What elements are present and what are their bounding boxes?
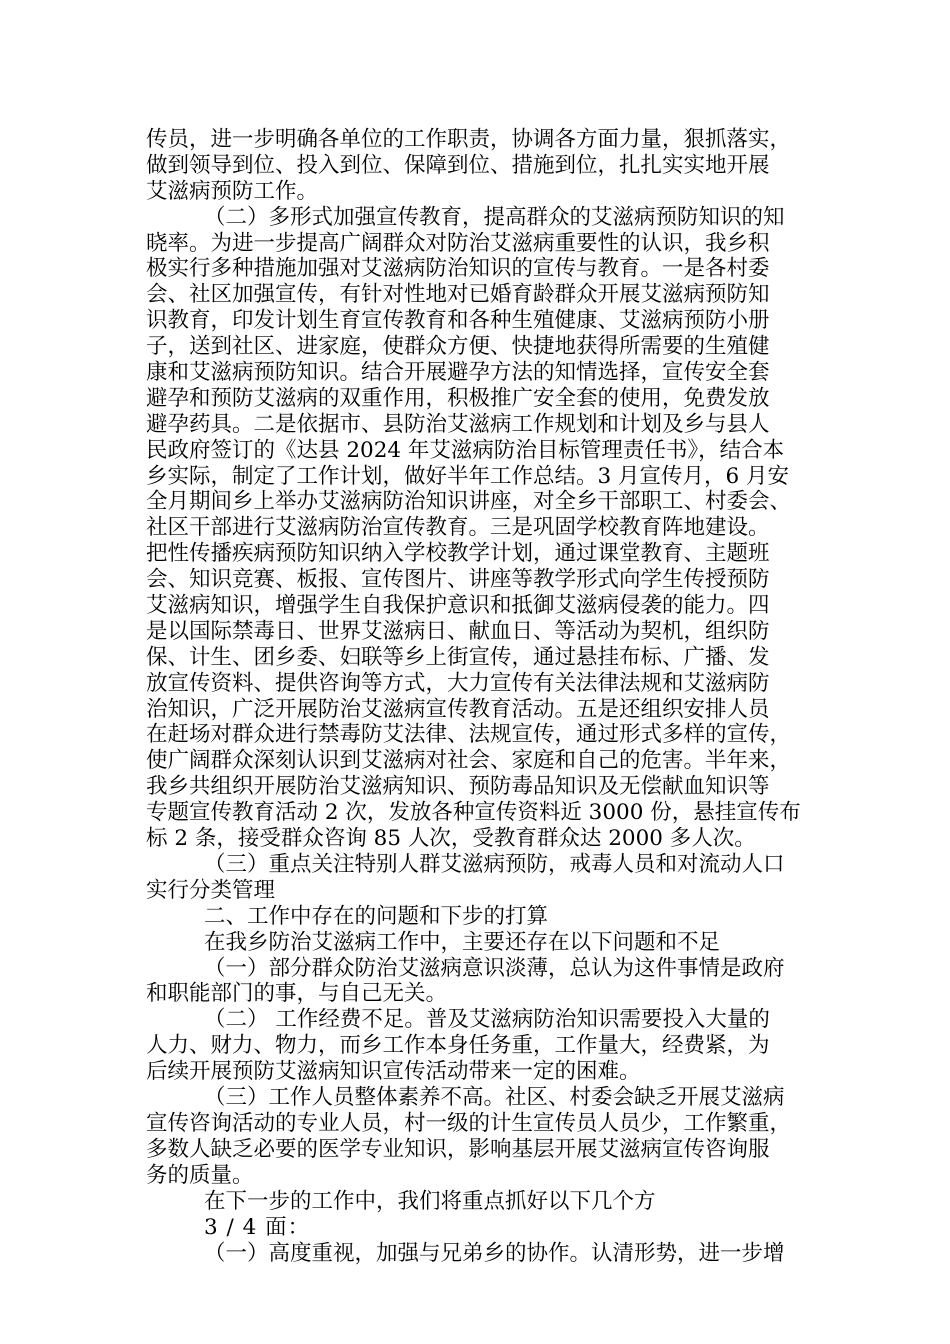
paragraph-line: 人力、财力、物力，而乡工作本身任务重，工作量大，经费紧，为 <box>146 1033 770 1059</box>
paragraph-line: （三）工作人员整体素养不高。社区、村委会缺乏开展艾滋病 <box>204 1084 785 1110</box>
paragraph-line: 避孕药具。二是依据市、县防治艾滋病工作规划和计划及乡与县人 <box>146 411 770 437</box>
paragraph-line: 社区干部进行艾滋病防治宣传教育。三是巩固学校教育阵地建设。 <box>146 515 770 541</box>
paragraph-line: 全月期间乡上举办艾滋病防治知识讲座，对全乡干部职工、村委会、 <box>146 489 792 515</box>
paragraph-line: 避孕和预防艾滋病的双重作用，积极推广安全套的使用，免费发放 <box>146 385 770 411</box>
paragraph-line: 务的质量。 <box>146 1162 254 1188</box>
paragraph-line: 晓率。为进一步提高广阔群众对防治艾滋病重要性的认识，我乡积 <box>146 230 770 256</box>
paragraph-line: 标 2 条，接受群众咨询 85 人次，受教育群众达 2000 多人次。 <box>146 826 756 852</box>
paragraph-line: （一）部分群众防治艾滋病意识淡薄，总认为这件事情是政府 <box>204 955 785 981</box>
paragraph-line: 在下一步的工作中，我们将重点抓好以下几个方 <box>204 1188 656 1214</box>
paragraph-line: （三）重点关注特别人群艾滋病预防，戒毒人员和对流动人口 <box>204 851 785 877</box>
paragraph-line: 多数人缺乏必要的医学专业知识，影响基层开展艾滋病宣传咨询服 <box>146 1136 770 1162</box>
paragraph-line: 会、知识竞赛、板报、宣传图片、讲座等教学形式向学生传授预防 <box>146 567 770 593</box>
paragraph-line: 宣传咨询活动的专业人员，村一级的计生宣传员人员少，工作繁重， <box>146 1110 792 1136</box>
paragraph-line: 是以国际禁毒日、世界艾滋病日、献血日、等活动为契机，组织防 <box>146 618 770 644</box>
paragraph-line: 专题宣传教育活动 2 次，发放各种宣传资料近 3000 份，悬挂宣传布 <box>146 800 801 826</box>
paragraph-line: 在我乡防治艾滋病工作中，主要还存在以下问题和不足 <box>204 929 721 955</box>
paragraph-line: 放宣传资料、提供咨询等方式，大力宣传有关法律法规和艾滋病防 <box>146 670 770 696</box>
paragraph-line: （二）多形式加强宣传教育，提高群众的艾滋病预防知识的知 <box>204 204 785 230</box>
document-page <box>146 127 826 1214</box>
paragraph-line: 识教育，印发计划生育宣传教育和各种生殖健康、艾滋病预防小册 <box>146 308 770 334</box>
paragraph-line: 艾滋病知识，增强学生自我保护意识和抵御艾滋病侵袭的能力。四 <box>146 593 770 619</box>
paragraph-line: 民政府签订的《达县 2024 年艾滋病防治目标管理责任书》，结合本 <box>146 437 785 463</box>
document-tail <box>146 1215 826 1267</box>
paragraph-line: 康和艾滋病预防知识。结合开展避孕方法的知情选择，宣传安全套 <box>146 360 770 386</box>
paragraph-line: （二） 工作经费不足。普及艾滋病防治知识需要投入大量的 <box>204 1007 770 1033</box>
paragraph-line: 在赶场对群众进行禁毒防艾法律、法规宣传，通过形式多样的宣传， <box>146 722 792 748</box>
paragraph-line: 做到领导到位、投入到位、保障到位、措施到位，扎扎实实地开展 <box>146 152 770 178</box>
paragraph-line: 和职能部门的事，与自己无关。 <box>146 981 448 1007</box>
paragraph-line: 把性传播疾病预防知识纳入学校教学计划，通过课堂教育、主题班 <box>146 541 770 567</box>
paragraph-line: 乡实际，制定了工作计划，做好半年工作总结。3 月宣传月，6 月安 <box>146 463 790 489</box>
paragraph-line: 极实行多种措施加强对艾滋病防治知识的宣传与教育。一是各村委 <box>146 256 770 282</box>
paragraph-line: 治知识，广泛开展防治艾滋病宣传教育活动。五是还组织安排人员 <box>146 696 770 722</box>
paragraph-line: 艾滋病预防工作。 <box>146 178 319 204</box>
page-indicator: 3 / 4 面： <box>204 1214 311 1240</box>
paragraph-line: 子，送到社区、进家庭，使群众方便、快捷地获得所需要的生殖健 <box>146 334 770 360</box>
paragraph-line: 使广阔群众深刻认识到艾滋病对社会、家庭和自己的危害。半年来， <box>146 748 792 774</box>
paragraph-line: （一）高度重视，加强与兄弟乡的协作。认清形势，进一步增 <box>204 1240 785 1266</box>
paragraph-line: 我乡共组织开展防治艾滋病知识、预防毒品知识及无偿献血知识等 <box>146 774 770 800</box>
paragraph-line: 传员，进一步明确各单位的工作职责，协调各方面力量，狠抓落实， <box>146 127 792 152</box>
paragraph-line: 保、计生、团乡委、妇联等乡上街宣传，通过悬挂布标、广播、发 <box>146 644 770 670</box>
paragraph-line: 后续开展预防艾滋病知识宣传活动带来一定的困难。 <box>146 1059 641 1085</box>
paragraph-line: 二、工作中存在的问题和下步的打算 <box>204 903 549 929</box>
paragraph-line: 实行分类管理 <box>146 877 276 903</box>
paragraph-line: 会、社区加强宣传，有针对性地对已婚育龄群众开展艾滋病预防知 <box>146 282 770 308</box>
